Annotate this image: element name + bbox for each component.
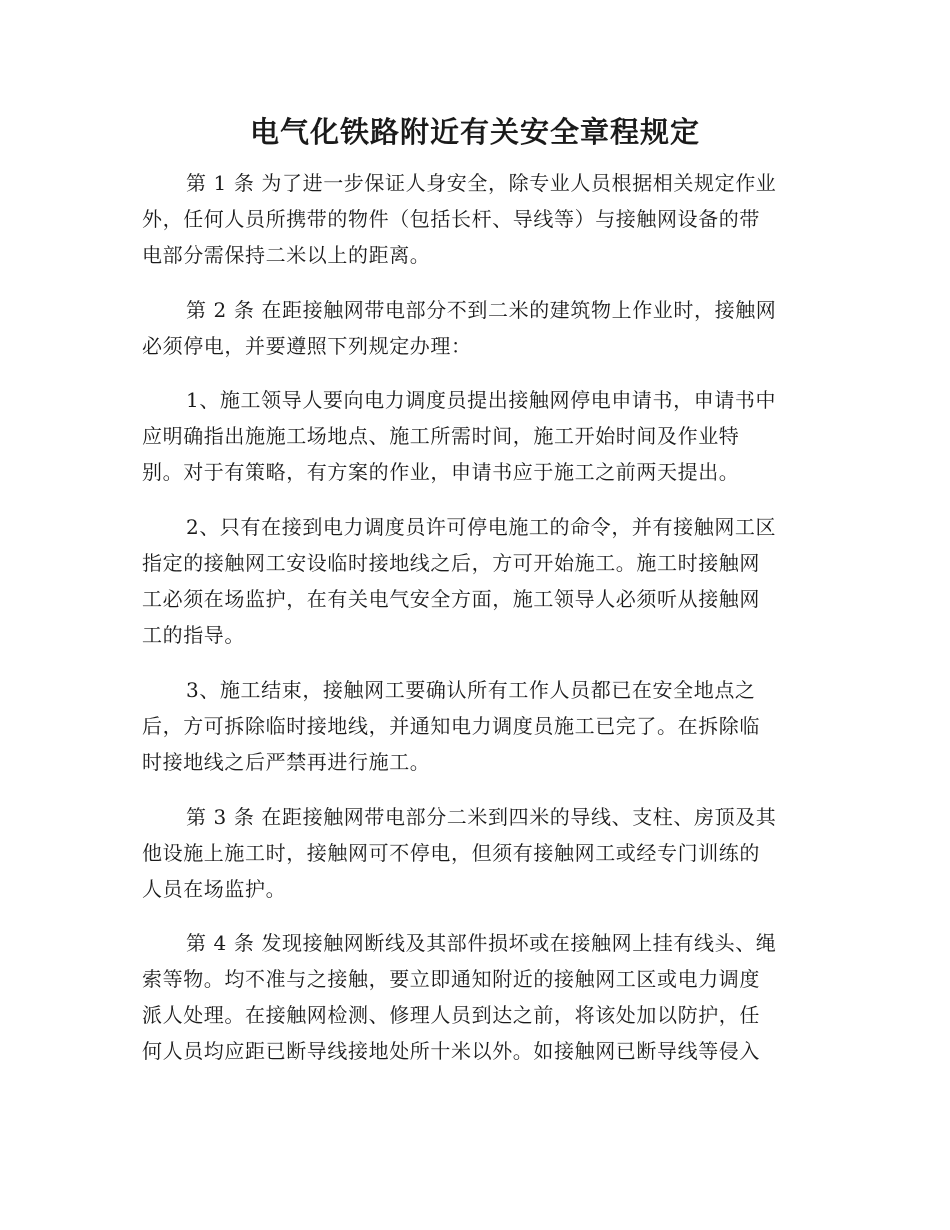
paragraph-2-line-2: 必须停电，并要遵照下列规定办理：	[142, 334, 472, 358]
paragraph-6-line-3: 人员在场监护。	[142, 877, 287, 901]
paragraph-6-line-2: 他设施上施工时，接触网可不停电，但须有接触网工或经专门训练的	[142, 841, 760, 865]
paragraph-5-line-1: 3、施工结束，接触网工要确认所有工作人员都已在安全地点之	[186, 678, 756, 702]
paragraph-5-line-2: 后，方可拆除临时接地线，并通知电力调度员施工已完了。在拆除临	[142, 714, 760, 738]
paragraph-4-line-1: 2、只有在接到电力调度员许可停电施工的命令，并有接触网工区	[186, 515, 777, 539]
paragraph-1-line-3: 电部分需保持二米以上的距离。	[142, 243, 431, 267]
paragraph-2-line-1: 第 2 条 在距接触网带电部分不到二米的建筑物上作业时，接触网	[186, 298, 777, 322]
paragraph-7-line-4: 何人员均应距已断导线接地处所十米以外。如接触网已断导线等侵入	[142, 1039, 760, 1063]
paragraph-3-line-3: 别。对于有策略，有方案的作业，申请书应于施工之前两天提出。	[142, 460, 740, 484]
paragraph-4-line-3: 工必须在场监护，在有关电气安全方面，施工领导人必须听从接触网	[142, 587, 760, 611]
paragraph-1-line-2: 外，任何人员所携带的物件（包括长杆、导线等）与接触网设备的带	[142, 207, 760, 231]
paragraph-4-line-4: 工的指导。	[142, 623, 245, 647]
paragraph-3-line-1: 1、施工领导人要向电力调度员提出接触网停电申请书，申请书中	[186, 388, 777, 412]
paragraph-7-line-2: 索等物。均不准与之接触，要立即通知附近的接触网工区或电力调度	[142, 967, 760, 991]
paragraph-6-line-1: 第 3 条 在距接触网带电部分二米到四米的导线、支柱、房顶及其	[186, 805, 777, 829]
paragraph-7-line-1: 第 4 条 发现接触网断线及其部件损坏或在接触网上挂有线头、绳	[186, 931, 777, 955]
paragraph-3-line-2: 应明确指出施施工场地点、施工所需时间，施工开始时间及作业特	[142, 424, 740, 448]
paragraph-5-line-3: 时接地线之后严禁再进行施工。	[142, 750, 431, 774]
paragraph-4-line-2: 指定的接触网工安设临时接地线之后，方可开始施工。施工时接触网	[142, 551, 760, 575]
paragraph-7-line-3: 派人处理。在接触网检测、修理人员到达之前，将该处加以防护，任	[142, 1003, 760, 1027]
paragraph-1-line-1: 第 1 条 为了进一步保证人身安全，除专业人员根据相关规定作业	[186, 171, 777, 195]
document-title: 电气化铁路附近有关安全章程规定	[249, 115, 700, 149]
